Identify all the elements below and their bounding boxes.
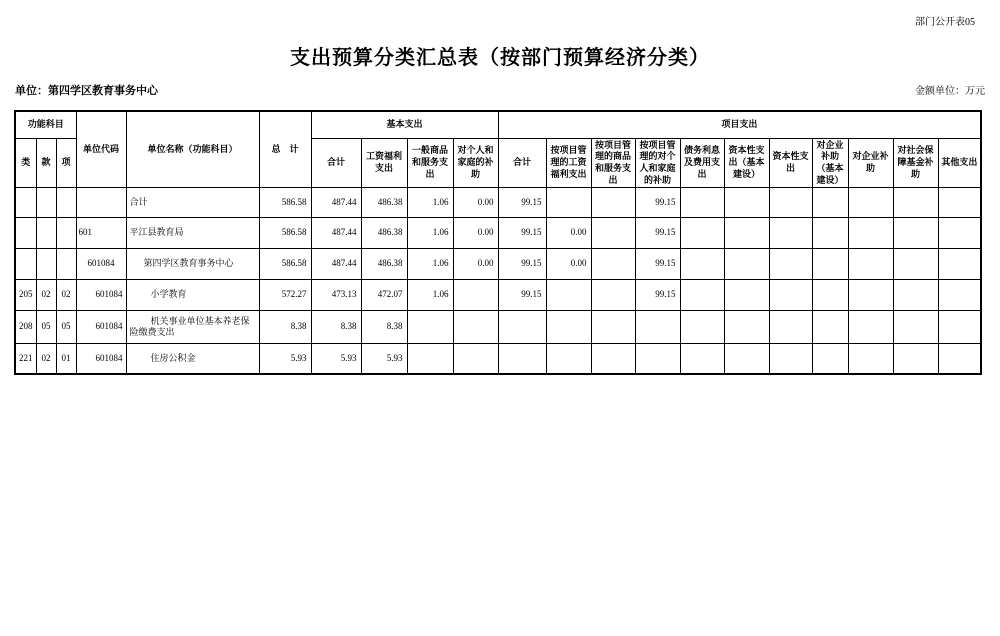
cell-unit-code [76,188,126,218]
cell-kuan: 02 [36,280,56,311]
cell-basic-salary: 486.38 [361,218,407,249]
cell-basic-goods [407,344,453,374]
cell-debt-interest [680,249,724,280]
cell-capital [769,188,812,218]
cell-basic-salary: 8.38 [361,311,407,344]
cell-capital-construction [724,249,769,280]
cell-capital [769,311,812,344]
cell-enterprise-construction [812,218,848,249]
cell-project-individual: 99.15 [635,218,680,249]
cell-basic-individual: 0.00 [453,188,498,218]
cell-lei [15,188,36,218]
cell-basic-individual [453,311,498,344]
header-col-basic-goods: 一般商品和服务支出 [407,138,453,188]
cell-basic-salary: 486.38 [361,188,407,218]
cell-unit-name: 平江县教育局 [126,218,259,249]
page-title: 支出预算分类汇总表（按部门预算经济分类） [290,47,710,69]
cell-enterprise [848,280,893,311]
cell-project-salary: 0.00 [546,249,591,280]
cell-xiang [56,218,76,249]
cell-capital-construction [724,188,769,218]
cell-project-goods [591,311,635,344]
header-func-group: 功能科目 [15,111,76,138]
cell-capital-construction [724,344,769,374]
cell-lei [15,218,36,249]
cell-basic-goods: 1.06 [407,188,453,218]
cell-capital-construction [724,280,769,311]
cell-lei [15,249,36,280]
meta-row [15,82,985,98]
header-col-social-security: 对社会保障基金补助 [893,138,938,188]
cell-capital [769,280,812,311]
header-col-other: 其他支出 [938,138,981,188]
cell-capital-construction [724,218,769,249]
cell-unit-code: 601084 [76,344,126,374]
header-unit-name: 单位名称（功能科目） [126,111,259,188]
cell-capital [769,344,812,374]
header-col-basic-individual: 对个人和家庭的补助 [453,138,498,188]
header-unit-code: 单位代码 [76,111,126,188]
header-basic-group: 基本支出 [311,111,498,138]
cell-project-goods [591,249,635,280]
cell-kuan: 02 [36,344,56,374]
cell-enterprise-construction [812,249,848,280]
cell-project-goods [591,218,635,249]
cell-project-salary [546,344,591,374]
table-row [15,188,981,218]
cell-debt-interest [680,311,724,344]
cell-enterprise [848,188,893,218]
header-row-groups [15,111,981,138]
cell-enterprise [848,218,893,249]
cell-project-salary: 0.00 [546,218,591,249]
cell-social-security [893,344,938,374]
header-col-project-individual: 按项目管理的对个人和家庭的补助 [635,138,680,188]
header-project-group: 项目支出 [498,111,981,138]
cell-enterprise [848,344,893,374]
header-col-basic-total: 合计 [311,138,361,188]
cell-total: 586.58 [259,218,311,249]
header-col-debt-interest: 债务利息及费用支出 [680,138,724,188]
cell-other [938,280,981,311]
cell-basic-goods: 1.06 [407,218,453,249]
cell-basic-total: 487.44 [311,218,361,249]
cell-total: 586.58 [259,249,311,280]
cell-kuan [36,188,56,218]
cell-project-goods [591,188,635,218]
cell-other [938,249,981,280]
header-col-kuan: 款 [36,138,56,188]
cell-project-total [498,344,546,374]
table-body [15,188,981,374]
cell-unit-code: 601 [76,218,126,249]
cell-basic-individual: 0.00 [453,249,498,280]
cell-project-total: 99.15 [498,218,546,249]
table-row [15,218,981,249]
cell-unit-code: 601084 [76,311,126,344]
cell-social-security [893,311,938,344]
cell-total: 572.27 [259,280,311,311]
header-col-enterprise: 对企业补助 [848,138,893,188]
cell-basic-salary: 5.93 [361,344,407,374]
cell-basic-individual [453,280,498,311]
cell-total: 586.58 [259,188,311,218]
cell-social-security [893,280,938,311]
cell-unit-name: 住房公积金 [126,344,259,374]
amount-unit-label: 金额单位：万元 [915,86,985,97]
cell-basic-total: 473.13 [311,280,361,311]
cell-project-individual [635,311,680,344]
cell-basic-goods: 1.06 [407,249,453,280]
cell-basic-total: 487.44 [311,188,361,218]
cell-project-goods [591,344,635,374]
header-col-basic-salary: 工资福利支出 [361,138,407,188]
cell-project-goods [591,280,635,311]
header-total: 总 计 [259,111,311,188]
cell-basic-total: 487.44 [311,249,361,280]
cell-enterprise-construction [812,280,848,311]
cell-project-total: 99.15 [498,280,546,311]
cell-basic-goods: 1.06 [407,280,453,311]
cell-capital [769,249,812,280]
cell-xiang: 05 [56,311,76,344]
cell-project-total: 99.15 [498,249,546,280]
header-col-lei: 类 [15,138,36,188]
cell-unit-name: 第四学区教育事务中心 [126,249,259,280]
cell-basic-salary: 472.07 [361,280,407,311]
cell-enterprise [848,311,893,344]
cell-basic-goods [407,311,453,344]
cell-xiang: 02 [56,280,76,311]
cell-debt-interest [680,280,724,311]
table-row [15,311,981,344]
cell-unit-code: 601084 [76,280,126,311]
cell-enterprise-construction [812,311,848,344]
cell-xiang [56,188,76,218]
cell-other [938,311,981,344]
cell-social-security [893,249,938,280]
cell-social-security [893,188,938,218]
table-row [15,344,981,374]
header-col-project-total: 合计 [498,138,546,188]
cell-project-individual: 99.15 [635,188,680,218]
unit-label: 单位：第四学区教育事务中心 [15,85,158,97]
cell-other [938,218,981,249]
cell-project-individual: 99.15 [635,280,680,311]
table-row [15,280,981,311]
cell-project-individual [635,344,680,374]
cell-lei: 205 [15,280,36,311]
header-col-enterprise-construction: 对企业补助（基本建设） [812,138,848,188]
cell-total: 8.38 [259,311,311,344]
cell-basic-salary: 486.38 [361,249,407,280]
cell-project-total [498,311,546,344]
table-row [15,249,981,280]
doc-number: 部门公开表05 [915,17,975,28]
cell-kuan: 05 [36,311,56,344]
cell-unit-name: 合计 [126,188,259,218]
cell-basic-individual: 0.00 [453,218,498,249]
cell-project-salary [546,311,591,344]
cell-total: 5.93 [259,344,311,374]
cell-xiang: 01 [56,344,76,374]
cell-other [938,344,981,374]
cell-enterprise [848,249,893,280]
cell-project-total: 99.15 [498,188,546,218]
header-col-project-goods: 按项目管理的商品和服务支出 [591,138,635,188]
cell-capital [769,218,812,249]
header-col-capital-construction: 资本性支出（基本建设） [724,138,769,188]
cell-basic-individual [453,344,498,374]
header-col-capital: 资本性支出 [769,138,812,188]
cell-xiang [56,249,76,280]
cell-basic-total: 5.93 [311,344,361,374]
cell-unit-code: 601084 [76,249,126,280]
header-col-xiang: 项 [56,138,76,188]
cell-capital-construction [724,311,769,344]
cell-lei: 221 [15,344,36,374]
budget-table [14,110,982,375]
header-col-project-salary: 按项目管理的工资福利支出 [546,138,591,188]
cell-enterprise-construction [812,188,848,218]
cell-project-salary [546,280,591,311]
cell-debt-interest [680,218,724,249]
cell-kuan [36,249,56,280]
cell-other [938,188,981,218]
cell-debt-interest [680,344,724,374]
cell-unit-name: 机关事业单位基本养老保险缴费支出 [126,311,259,344]
cell-project-salary [546,188,591,218]
cell-debt-interest [680,188,724,218]
cell-lei: 208 [15,311,36,344]
cell-social-security [893,218,938,249]
cell-unit-name: 小学教育 [126,280,259,311]
cell-enterprise-construction [812,344,848,374]
cell-kuan [36,218,56,249]
cell-basic-total: 8.38 [311,311,361,344]
cell-project-individual: 99.15 [635,249,680,280]
